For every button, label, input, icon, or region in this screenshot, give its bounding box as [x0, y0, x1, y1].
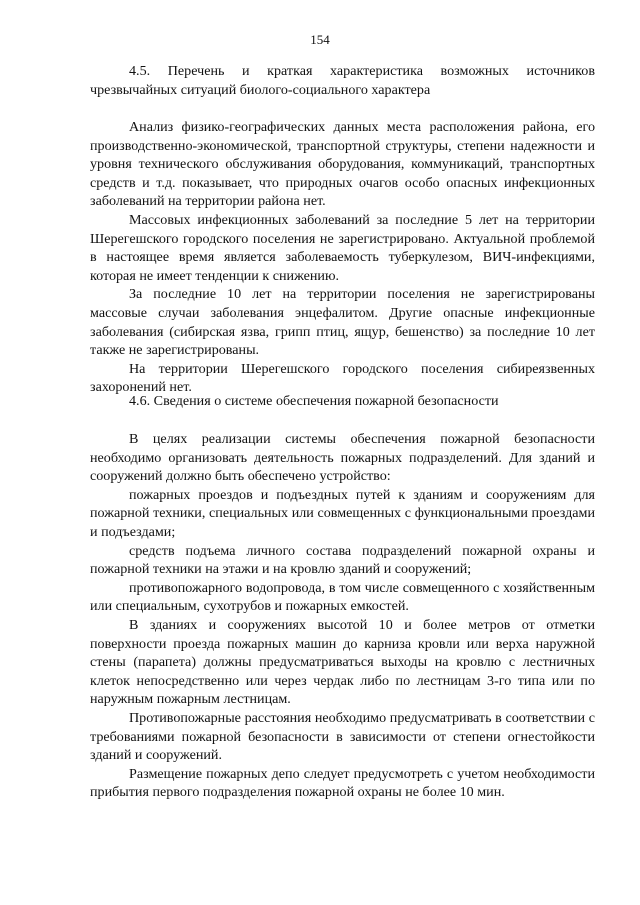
- page-number: 154: [310, 32, 330, 47]
- paragraph: В целях реализации системы обеспечения пожарной безопасности необходимо организовать деятельность пожарных подразделений. Для зданий и сооружений должно быть обеспечено устройство:: [90, 431, 595, 485]
- section-4-5-heading: 4.5. Перечень и краткая характеристика возможных источников чрезвычайных ситуаций биолого-социального характера: [90, 63, 595, 98]
- section-4-6-body: [90, 430, 595, 802]
- section-4-6-heading-block: [90, 392, 595, 411]
- section-4-5-body: [90, 118, 595, 397]
- list-item: пожарных проездов и подъездных путей к зданиям и сооружениям для пожарной техники, специальных или совмещенных с функциональными проездами и подъездами;: [90, 486, 595, 540]
- list-item: средств подъема личного состава подразделений пожарной охраны и пожарной техники на этажи и на кровлю зданий и сооружений;: [90, 542, 595, 578]
- section-4-5-heading-block: [90, 62, 595, 99]
- paragraph: Противопожарные расстояния необходимо предусматривать в соответствии с требованиями пожарной безопасности в зависимости от степени огнестойкости зданий и сооружений.: [90, 709, 595, 764]
- section-4-6-heading: 4.6. Сведения о системе обеспечения пожарной безопасности: [129, 393, 499, 409]
- paragraph: Анализ физико-географических данных места расположения района, его производственно-экономической, транспортной структуры, степени надежности и уровня технического обслуживания оборудования, коммуникаций, транспортных средств и т.д. показывает, что природных очагов особо опасных инфекционных заболеваний на территории района нет.: [90, 119, 595, 210]
- paragraph: На территории Шерегешского городского поселения сибиреязвенных захоронений нет.: [90, 360, 595, 396]
- paragraph: Размещение пожарных депо следует предусмотреть с учетом необходимости прибытия первого подразделения пожарной охраны не более 10 мин.: [90, 765, 595, 801]
- list-item: противопожарного водопровода, в том числе совмещенного с хозяйственным или специальным, сухотрубов и пожарных емкостей.: [90, 579, 595, 615]
- paragraph: За последние 10 лет на территории поселения не зарегистрированы массовые случаи заболевания энцефалитом. Другие опасные инфекционные заболевания (сибирская язва, грипп птиц, ящур, бешенство) за последние 10 лет также не зарегистрированы.: [90, 286, 595, 359]
- paragraph: Массовых инфекционных заболеваний за последние 5 лет на территории Шерегешского городского поселения не зарегистрировано. Актуальной проблемой в настоящее время является заболеваемость туберкулезом, ВИЧ-инфекциями, которая не имеет тенденции к снижению.: [90, 211, 595, 284]
- paragraph: В зданиях и сооружениях высотой 10 и более метров от отметки поверхности проезда пожарных машин до карниза кровли или верха наружной стены (парапета) должны предусматриваться выходы на кровлю с лестничных клеток непосредственно или через чердак либо по лестницам 3-го типа или по наружным пожарным лестницам.: [90, 616, 595, 708]
